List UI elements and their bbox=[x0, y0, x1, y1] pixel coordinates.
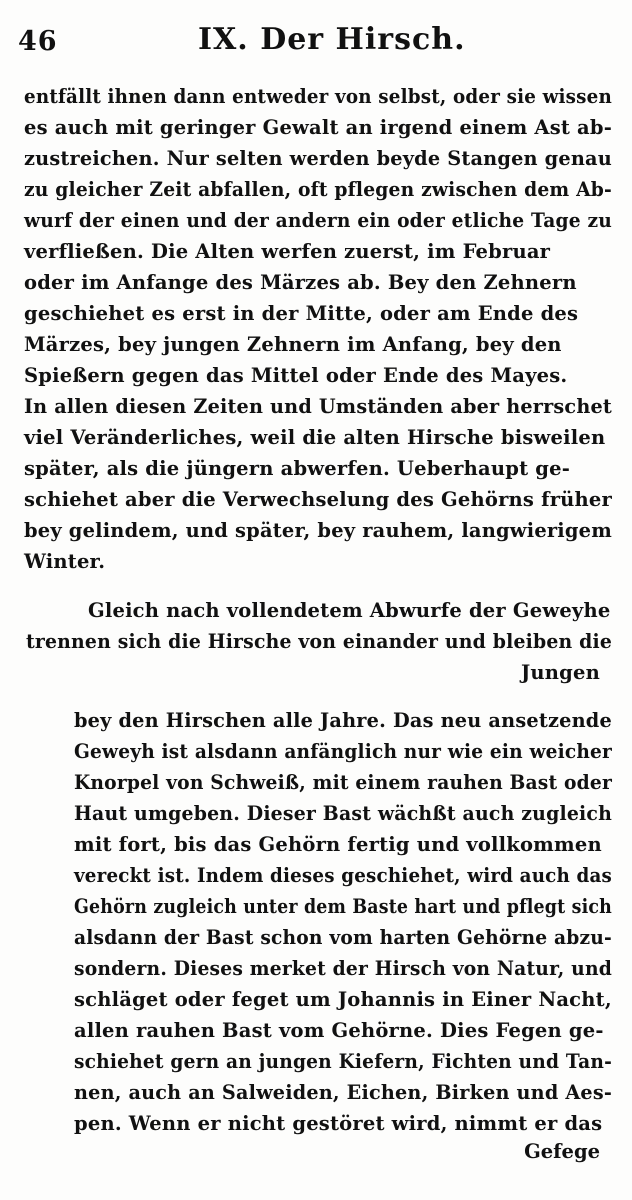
page-number: 46 bbox=[18, 26, 58, 57]
text-line: verfließen. Die Alten werfen zuerst, im Februar bbox=[24, 240, 551, 263]
text-line: Geweyh ist alsdann anfänglich nur wie ein weicher bbox=[74, 740, 613, 763]
running-head: IX. Der Hirsch. bbox=[198, 22, 466, 57]
text-line: mit fort, bis das Gehörn fertig und vollkommen bbox=[74, 833, 602, 856]
text-line: Märzes, bey jungen Zehnern im Anfang, bey den bbox=[24, 333, 562, 356]
text-line: schläget oder feget um Johannis in Einer Nacht, bbox=[74, 988, 612, 1011]
text-line: nen, auch an Salweiden, Eichen, Birken und Aes- bbox=[74, 1081, 613, 1104]
text-line: Jungen bbox=[520, 661, 600, 684]
text-line: Knorpel von Schweiß, mit einem rauhen Bast oder bbox=[74, 771, 612, 794]
text-line: pen. Wenn er nicht gestöret wird, nimmt er das bbox=[74, 1112, 603, 1135]
text-line: zustreichen. Nur selten werden beyde Stangen genau bbox=[24, 147, 612, 170]
text-line: Gleich nach vollendetem Abwurfe der Geweyhe bbox=[88, 599, 611, 622]
text-line: zu gleicher Zeit abfallen, oft pflegen zwischen dem Ab- bbox=[24, 178, 612, 201]
text-line: entfällt ihnen dann entweder von selbst, oder sie wissen bbox=[24, 85, 612, 108]
text-line: allen rauhen Bast vom Gehörne. Dies Fegen ge- bbox=[74, 1019, 604, 1042]
text-line: bey gelindem, und später, bey rauhem, langwierigem bbox=[24, 519, 613, 542]
text-line: bey den Hirschen alle Jahre. Das neu ansetzende bbox=[74, 709, 612, 732]
text-line: schiehet gern an jungen Kiefern, Fichten und Tan- bbox=[74, 1050, 612, 1073]
text-line: später, als die jüngern abwerfen. Ueberhaupt ge- bbox=[24, 457, 571, 480]
text-line: In allen diesen Zeiten und Umständen aber herrschet bbox=[24, 395, 612, 418]
text-line: geschiehet es erst in der Mitte, oder am Ende des bbox=[24, 302, 579, 325]
text-line: Gehörn zugleich unter dem Baste hart und pflegt sich bbox=[74, 895, 612, 918]
catchword: Gefege bbox=[524, 1140, 600, 1163]
text-line: es auch mit geringer Gewalt an irgend einem Ast ab- bbox=[24, 116, 612, 139]
text-line: viel Veränderliches, weil die alten Hirsche bisweilen bbox=[24, 426, 606, 449]
text-line: wurf der einen und der andern ein oder etliche Tage zu bbox=[24, 209, 613, 232]
text-line: vereckt ist. Indem dieses geschiehet, wird auch das bbox=[74, 864, 612, 887]
page-header bbox=[18, 22, 618, 66]
text-line: oder im Anfange des Märzes ab. Bey den Zehnern bbox=[24, 271, 577, 294]
text-line: sondern. Dieses merket der Hirsch von Natur, und bbox=[74, 957, 613, 980]
text-line: Spießern gegen das Mittel oder Ende des Mayes. bbox=[24, 364, 568, 387]
text-line: alsdann der Bast schon vom harten Gehörne abzu- bbox=[74, 926, 612, 949]
text-line: schiehet aber die Verwechselung des Gehörns früher bbox=[24, 488, 613, 511]
text-line: trennen sich die Hirsche von einander und bleiben die bbox=[26, 630, 612, 653]
text-line: Haut umgeben. Dieser Bast wächßt auch zugleich bbox=[74, 802, 613, 825]
text-line: Winter. bbox=[24, 550, 106, 573]
